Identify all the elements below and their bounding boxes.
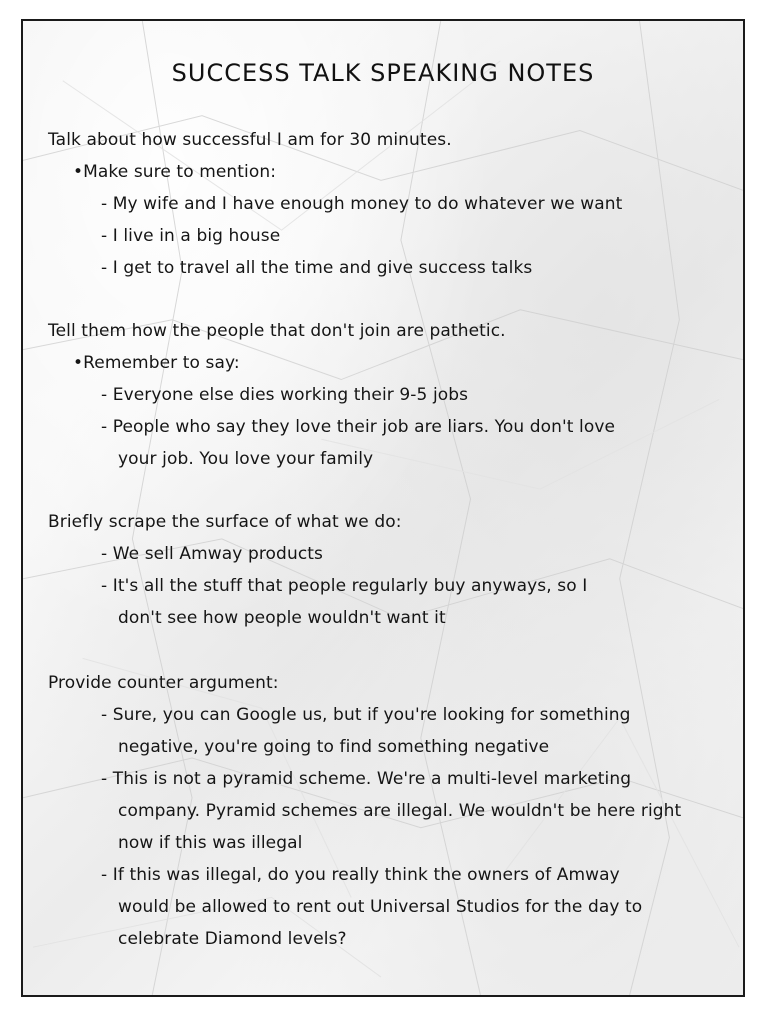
section-heading-1: Talk about how successful I am for 30 minutes. [48, 130, 452, 150]
list-item-continuation: negative, you're going to find something negative [118, 737, 550, 757]
list-item: - My wife and I have enough money to do whatever we want [101, 194, 623, 214]
list-item-continuation: your job. You love your family [118, 449, 374, 469]
crumpled-paper-page [21, 19, 745, 997]
section-heading-3: Briefly scrape the surface of what we do: [48, 512, 402, 532]
list-item: - It's all the stuff that people regularly buy anyways, so I [101, 576, 588, 596]
list-item-continuation: now if this was illegal [118, 833, 303, 853]
list-item: - If this was illegal, do you really think the owners of Amway [101, 865, 620, 885]
list-item-continuation: don't see how people wouldn't want it [118, 608, 446, 628]
list-item: - This is not a pyramid scheme. We're a multi-level marketing [101, 769, 632, 789]
section-heading-4: Provide counter argument: [48, 673, 279, 693]
list-item: - We sell Amway products [101, 544, 323, 564]
section-bullet-2: •Remember to say: [73, 353, 240, 373]
list-item: - I live in a big house [101, 226, 281, 246]
list-item-continuation: would be allowed to rent out Universal Studios for the day to [118, 897, 643, 917]
list-item: - Sure, you can Google us, but if you're looking for something [101, 705, 631, 725]
section-heading-2: Tell them how the people that don't join are pathetic. [48, 321, 506, 341]
section-bullet-1: •Make sure to mention: [73, 162, 277, 182]
list-item: - People who say they love their job are liars. You don't love [101, 417, 616, 437]
list-item: - Everyone else dies working their 9-5 jobs [101, 385, 469, 405]
page-title: SUCCESS TALK SPEAKING NOTES [171, 59, 595, 87]
list-item: - I get to travel all the time and give success talks [101, 258, 533, 278]
list-item-continuation: celebrate Diamond levels? [118, 929, 347, 949]
list-item-continuation: company. Pyramid schemes are illegal. We wouldn't be here right [118, 801, 682, 821]
